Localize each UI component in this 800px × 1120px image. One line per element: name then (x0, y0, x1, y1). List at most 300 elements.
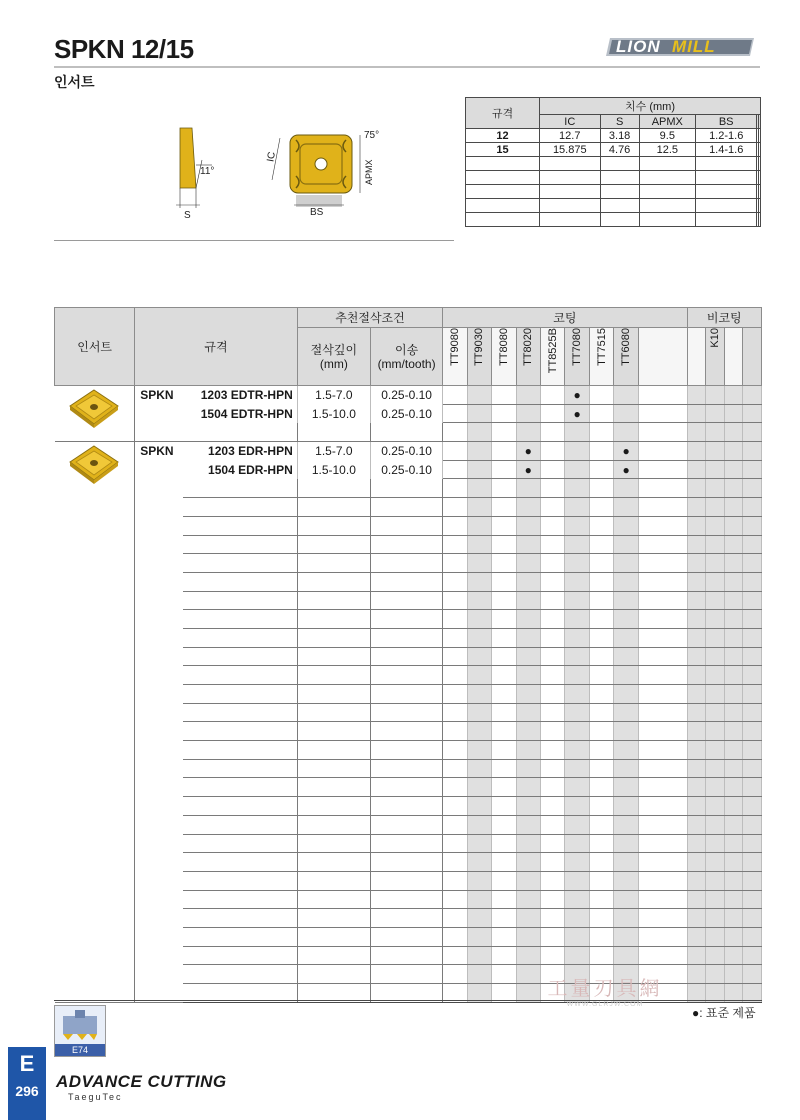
spec-code (183, 853, 297, 872)
depth-of-cut (297, 890, 370, 909)
depth-of-cut (297, 591, 370, 610)
side-angle-label: 11° (200, 166, 215, 177)
dim-subheader (759, 115, 761, 129)
grade-cell (638, 442, 687, 461)
grade-cell (589, 591, 613, 610)
grade-cell (516, 759, 540, 778)
grade-cell (492, 460, 516, 479)
dim-value-cell: 15.875 (540, 143, 601, 157)
grade-cell (743, 460, 762, 479)
grade-header (467, 328, 491, 386)
dim-value-cell (600, 171, 639, 185)
grade-cell (516, 722, 540, 741)
grade-cell (687, 927, 706, 946)
grade-cell (706, 909, 725, 928)
depth-of-cut (297, 554, 370, 573)
spec-code (183, 759, 297, 778)
grade-cell (706, 834, 725, 853)
grade-cell (492, 927, 516, 946)
title-divider (54, 66, 760, 68)
grade-cell (589, 442, 613, 461)
grade-cell (565, 871, 589, 890)
dim-subheader: APMX (639, 115, 695, 129)
depth-of-cut: 1.5-7.0 (297, 386, 370, 405)
grade-cell (443, 834, 467, 853)
grade-label: TT6080 (620, 328, 633, 366)
grade-cell (467, 498, 491, 517)
feed-rate (370, 572, 442, 591)
page-subtitle: 인서트 (54, 74, 95, 90)
depth-of-cut (297, 927, 370, 946)
standard-product-dot: ● (622, 462, 630, 477)
grade-cell (706, 703, 725, 722)
grade-cell (492, 965, 516, 984)
grade-cell (589, 666, 613, 685)
grade-cell (706, 965, 725, 984)
grade-cell (706, 722, 725, 741)
grade-cell (743, 386, 762, 405)
grade-cell (565, 404, 589, 423)
grade-cell (492, 628, 516, 647)
grade-cell (614, 479, 638, 498)
grade-cell (743, 572, 762, 591)
feed-rate (370, 853, 442, 872)
grade-cell (687, 778, 706, 797)
spec-code (183, 666, 297, 685)
dim-value-cell: 4.76 (600, 143, 639, 157)
page-number: 296 (15, 1083, 39, 1099)
grade-cell (565, 927, 589, 946)
section-tab (8, 1047, 46, 1120)
grade-cell (638, 722, 687, 741)
grade-cell (443, 535, 467, 554)
col-spec: 규격 (135, 308, 298, 386)
grade-cell (614, 404, 638, 423)
feed-rate (370, 946, 442, 965)
grade-cell (743, 535, 762, 554)
spec-code (183, 535, 297, 554)
watermark (535, 972, 675, 1008)
grade-cell (724, 498, 743, 517)
grade-cell (706, 423, 725, 442)
brand-subname: TaeguTec (68, 1092, 123, 1102)
grade-cell (492, 909, 516, 928)
depth-of-cut: 1.5-7.0 (297, 442, 370, 461)
grade-cell (687, 572, 706, 591)
grade-cell (516, 741, 540, 760)
grade-cell (638, 610, 687, 629)
grade-cell (443, 703, 467, 722)
grade-cell (724, 722, 743, 741)
spec-code (183, 871, 297, 890)
grade-header (614, 328, 638, 386)
spec-code (183, 423, 297, 442)
lionmill-logo (604, 30, 762, 62)
grade-cell (638, 554, 687, 573)
watermark-text: 工量刃具網 (547, 978, 663, 1000)
grade-cell (541, 516, 565, 535)
grade-cell (541, 834, 565, 853)
grade-cell (743, 703, 762, 722)
grade-cell (443, 890, 467, 909)
grade-cell (467, 460, 491, 479)
grade-cell (614, 853, 638, 872)
grade-cell (492, 815, 516, 834)
grade-header (516, 328, 540, 386)
grade-cell (614, 797, 638, 816)
grade-cell (687, 628, 706, 647)
grade-cell (443, 386, 467, 405)
grade-cell (492, 685, 516, 704)
grade-cell (706, 628, 725, 647)
grade-cell (467, 423, 491, 442)
dim-value-cell: 3.18 (600, 129, 639, 143)
spec-code (183, 703, 297, 722)
grade-cell (589, 535, 613, 554)
grade-cell (589, 647, 613, 666)
feed-rate (370, 423, 442, 442)
grade-cell (541, 871, 565, 890)
insert-image-cell (55, 386, 135, 442)
grade-cell (565, 442, 589, 461)
grade-cell (706, 890, 725, 909)
grade-cell (541, 890, 565, 909)
grade-cell (492, 722, 516, 741)
grade-cell (443, 628, 467, 647)
grade-cell (589, 498, 613, 517)
grade-cell (467, 797, 491, 816)
spec-code (183, 946, 297, 965)
grade-cell (724, 797, 743, 816)
dim-value-cell (600, 199, 639, 213)
grade-cell (541, 554, 565, 573)
grade-cell (589, 909, 613, 928)
grade-cell (638, 479, 687, 498)
grade-cell (706, 853, 725, 872)
grade-cell (589, 927, 613, 946)
grade-cell (589, 871, 613, 890)
feed-rate (370, 666, 442, 685)
uncoated-grade-header (724, 328, 743, 386)
grade-cell (706, 759, 725, 778)
grade-cell (492, 834, 516, 853)
dim-col-dims: 치수 (mm) (540, 98, 761, 115)
grade-cell (589, 815, 613, 834)
grade-cell (492, 703, 516, 722)
spec-code (183, 479, 297, 498)
grade-cell (706, 778, 725, 797)
grade-cell (516, 516, 540, 535)
grade-cell (743, 890, 762, 909)
grade-cell (687, 946, 706, 965)
spec-code (183, 890, 297, 909)
grade-cell (743, 423, 762, 442)
grade-cell (565, 946, 589, 965)
insert-dimension-drawing (150, 110, 400, 220)
grade-cell (565, 386, 589, 405)
grade-cell (492, 759, 516, 778)
depth-of-cut (297, 610, 370, 629)
grade-cell (541, 946, 565, 965)
dim-subheader: S (600, 115, 639, 129)
grade-cell (541, 591, 565, 610)
grade-cell (492, 647, 516, 666)
grade-cell (443, 479, 467, 498)
feed-rate (370, 722, 442, 741)
grade-cell (565, 741, 589, 760)
grade-cell (638, 535, 687, 554)
grade-cell (467, 722, 491, 741)
grade-cell (516, 871, 540, 890)
grade-cell (467, 572, 491, 591)
grade-cell (743, 871, 762, 890)
grade-cell (724, 834, 743, 853)
grade-cell (443, 498, 467, 517)
grade-cell (541, 722, 565, 741)
depth-of-cut (297, 498, 370, 517)
grade-cell (467, 853, 491, 872)
grade-cell (724, 890, 743, 909)
grade-cell (565, 815, 589, 834)
grade-cell (724, 778, 743, 797)
grade-cell (638, 591, 687, 610)
grade-cell (492, 853, 516, 872)
grade-cell (743, 404, 762, 423)
dim-value-cell (639, 171, 695, 185)
depth-of-cut (297, 815, 370, 834)
standard-product-dot: ● (573, 406, 581, 421)
grade-cell (541, 741, 565, 760)
spec-code (183, 778, 297, 797)
depth-of-cut (297, 965, 370, 984)
grade-cell (638, 759, 687, 778)
grade-cell (743, 647, 762, 666)
grade-cell (614, 890, 638, 909)
grade-cell (724, 946, 743, 965)
depth-of-cut: 1.5-10.0 (297, 460, 370, 479)
grade-cell (724, 759, 743, 778)
corner-angle-label: 75° (364, 130, 380, 141)
grade-cell (724, 871, 743, 890)
dim-value-cell (759, 143, 761, 157)
grade-cell (589, 778, 613, 797)
dim-subheader: IC (540, 115, 601, 129)
spec-code (183, 572, 297, 591)
grade-cell (743, 815, 762, 834)
grade-cell (724, 591, 743, 610)
grade-cell (687, 759, 706, 778)
grade-cell (638, 834, 687, 853)
cutter-reference-thumbnail[interactable] (54, 1005, 106, 1057)
grade-cell (443, 685, 467, 704)
grade-cell (589, 759, 613, 778)
grade-cell (743, 946, 762, 965)
spec-row (55, 442, 762, 461)
col-depth: 절삭깊이 (mm) (297, 328, 370, 386)
grade-cell (467, 965, 491, 984)
grade-cell (687, 647, 706, 666)
dim-value-cell (759, 157, 761, 171)
feed-rate (370, 965, 442, 984)
grade-cell (638, 572, 687, 591)
grade-cell (687, 815, 706, 834)
grade-cell (724, 610, 743, 629)
grade-cell (687, 703, 706, 722)
grade-cell (467, 685, 491, 704)
feed-rate (370, 516, 442, 535)
feed-rate (370, 703, 442, 722)
grade-header (541, 328, 565, 386)
grade-cell (516, 703, 540, 722)
grade-cell (724, 516, 743, 535)
dim-spec-cell (466, 171, 540, 185)
dim-value-cell (759, 129, 761, 143)
grade-cell (565, 572, 589, 591)
feed-rate (370, 628, 442, 647)
grade-cell (516, 815, 540, 834)
dim-col-spec: 규격 (466, 98, 540, 129)
grade-cell (516, 498, 540, 517)
drawing-divider (54, 240, 454, 241)
feed-rate (370, 498, 442, 517)
grade-cell (743, 498, 762, 517)
dim-value-cell (600, 213, 639, 227)
grade-cell (614, 759, 638, 778)
grade-cell (743, 927, 762, 946)
grade-cell (516, 853, 540, 872)
grade-cell (687, 797, 706, 816)
dim-value-cell (540, 213, 601, 227)
grade-cell (743, 479, 762, 498)
grade-cell (443, 909, 467, 928)
grade-cell (492, 610, 516, 629)
grade-cell (565, 703, 589, 722)
feed-rate: 0.25-0.10 (370, 442, 442, 461)
grade-cell (724, 572, 743, 591)
grade-cell (565, 647, 589, 666)
grade-cell (614, 442, 638, 461)
grade-cell (516, 572, 540, 591)
depth-of-cut (297, 871, 370, 890)
grade-cell (541, 666, 565, 685)
grade-cell (724, 853, 743, 872)
grade-cell (687, 460, 706, 479)
grade-cell (443, 647, 467, 666)
grade-cell (492, 535, 516, 554)
insert-photo-1 (66, 442, 122, 486)
grade-cell (467, 535, 491, 554)
grade-cell (541, 685, 565, 704)
depth-of-cut (297, 778, 370, 797)
grade-cell (687, 423, 706, 442)
dim-spec-cell (466, 199, 540, 213)
brand-logo (56, 1072, 227, 1102)
grade-cell (516, 666, 540, 685)
depth-of-cut (297, 853, 370, 872)
grade-cell (443, 442, 467, 461)
grade-cell (565, 591, 589, 610)
grade-cell (706, 797, 725, 816)
grade-cell (467, 666, 491, 685)
grade-cell (614, 386, 638, 405)
feed-rate (370, 479, 442, 498)
dim-row (466, 171, 761, 185)
grade-cell (743, 442, 762, 461)
grade-cell (743, 797, 762, 816)
grade-cell (492, 516, 516, 535)
grade-cell (541, 404, 565, 423)
grade-cell (638, 423, 687, 442)
grade-cell (687, 591, 706, 610)
feed-rate: 0.25-0.10 (370, 386, 442, 405)
dim-value-cell: 12.7 (540, 129, 601, 143)
feed-rate (370, 778, 442, 797)
grade-cell (687, 610, 706, 629)
dim-spec-cell (466, 185, 540, 199)
grade-cell (614, 423, 638, 442)
depth-of-cut (297, 909, 370, 928)
grade-cell (541, 853, 565, 872)
dim-value-cell (695, 157, 757, 171)
grade-cell (687, 890, 706, 909)
grade-cell (614, 815, 638, 834)
grade-cell (638, 498, 687, 517)
grade-label: TT8080 (497, 328, 510, 366)
grade-cell (614, 647, 638, 666)
spec-code (183, 628, 297, 647)
grade-cell (565, 535, 589, 554)
dim-spec-cell: 15 (466, 143, 540, 157)
feed-rate (370, 535, 442, 554)
grade-cell (516, 946, 540, 965)
grade-cell (706, 516, 725, 535)
grade-cell (565, 479, 589, 498)
grade-cell (541, 442, 565, 461)
grade-cell (541, 498, 565, 517)
feed-rate: 0.25-0.10 (370, 460, 442, 479)
grade-cell (492, 498, 516, 517)
grade-cell (638, 871, 687, 890)
grade-cell (614, 778, 638, 797)
grade-cell (443, 666, 467, 685)
grade-cell (638, 927, 687, 946)
grade-cell (443, 778, 467, 797)
grade-cell (565, 759, 589, 778)
grade-cell (638, 890, 687, 909)
grade-label: K10 (708, 328, 721, 348)
dim-value-cell: 1.2-1.6 (695, 129, 757, 143)
uncoated-grade-header (706, 328, 725, 386)
grade-cell (516, 890, 540, 909)
grade-cell (443, 741, 467, 760)
dim-value-cell (639, 199, 695, 213)
grade-label: TT7080 (571, 328, 584, 366)
grade-cell (614, 927, 638, 946)
grade-cell (724, 741, 743, 760)
grade-cell (589, 946, 613, 965)
dim-value-cell: 12.5 (639, 143, 695, 157)
grade-cell (492, 386, 516, 405)
grade-cell (743, 591, 762, 610)
dim-value-cell: 1.4-1.6 (695, 143, 757, 157)
col-cutting-conditions: 추천절삭조건 (297, 308, 442, 328)
grade-cell (589, 703, 613, 722)
grade-cell (724, 815, 743, 834)
grade-cell (541, 703, 565, 722)
cutter-reference-label: E74 (55, 1044, 105, 1056)
grade-cell (443, 759, 467, 778)
grade-cell (443, 853, 467, 872)
